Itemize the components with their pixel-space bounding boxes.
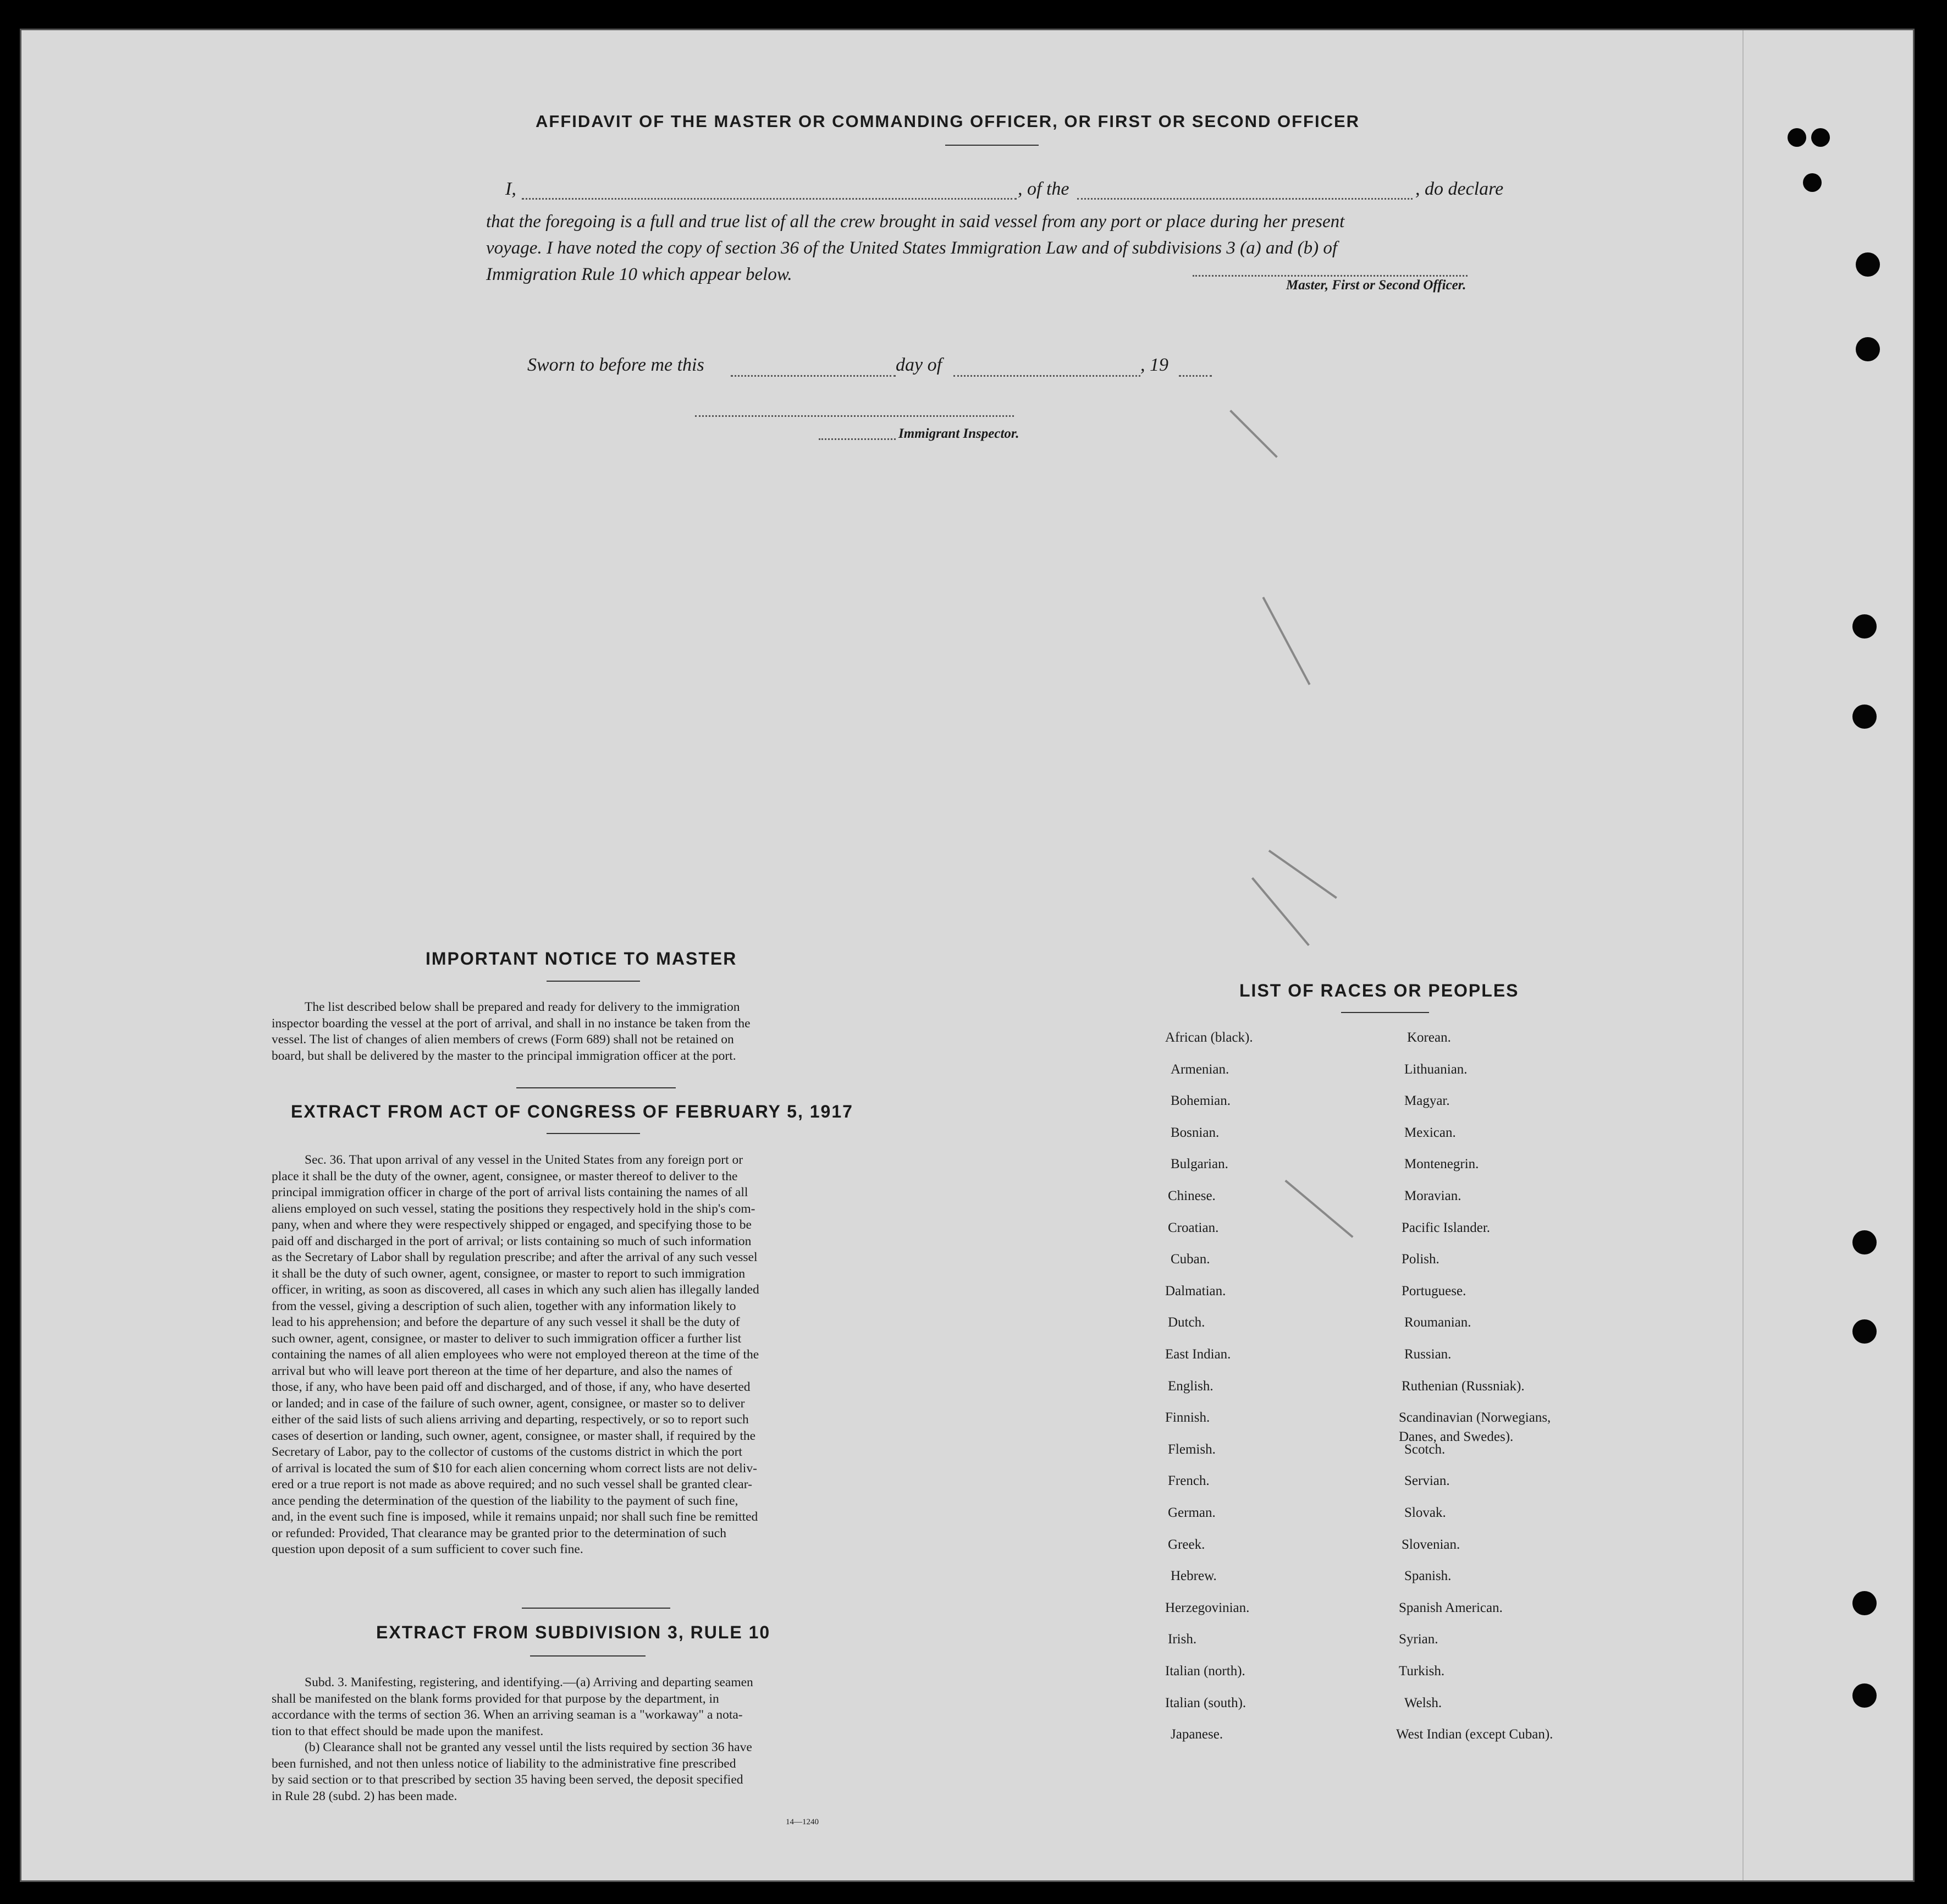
name-blank[interactable]	[522, 198, 1017, 200]
binder-hole	[1852, 1591, 1877, 1615]
binder-hole	[1803, 173, 1822, 192]
race-item: Hebrew.	[1171, 1569, 1217, 1584]
vessel-blank[interactable]	[1077, 198, 1413, 200]
act-line: of arrival is located the sum of $10 for each alien concerning whom correct lists are not deliv-	[272, 1461, 757, 1476]
signature-caption: Master, First or Second Officer.	[1286, 278, 1466, 293]
affidavit-line-3: voyage. I have noted the copy of section 36 of the United States Immigration Law and of subdivisions 3 (a) and (b) of	[486, 238, 1338, 258]
inspector-caption: Immigrant Inspector.	[898, 426, 1019, 441]
race-item: English.	[1168, 1378, 1214, 1394]
act-line: ance pending the determination of the question of the liability to the payment of such fine,	[272, 1493, 738, 1508]
act-title: EXTRACT FROM ACT OF CONGRESS OF FEBRUARY 5, 1917	[291, 1102, 853, 1121]
race-item: Mexican.	[1404, 1125, 1456, 1140]
race-item: French.	[1168, 1473, 1210, 1489]
race-item: Montenegrin.	[1404, 1157, 1479, 1172]
rule-body	[272, 1675, 907, 1804]
binder-hole	[1856, 337, 1880, 361]
act-line: those, if any, who have been paid off and discharged, and of those, if any, who have deserted	[272, 1380, 751, 1394]
race-item: Polish.	[1402, 1252, 1439, 1267]
act-line: containing the names of all alien employees who were not employed thereon at the time of the	[272, 1347, 759, 1362]
notice-body	[272, 999, 907, 1064]
act-line: lead to his apprehension; and before the departure of any such vessel it shall be the duty of	[272, 1315, 740, 1329]
race-item: Flemish.	[1168, 1441, 1216, 1457]
race-item: East Indian.	[1165, 1347, 1231, 1362]
act-line: ered or a true report is not made as above required; and no such vessel shall be granted clear-	[272, 1477, 752, 1492]
race-item: Pacific Islander.	[1402, 1220, 1491, 1235]
race-item: Bosnian.	[1171, 1125, 1220, 1140]
form-number: 14—1240	[786, 1818, 819, 1826]
affidavit-i-label: I,	[505, 179, 516, 199]
binder-hole	[1852, 705, 1877, 729]
race-item: Slovenian.	[1402, 1537, 1460, 1552]
affidavit-do-declare-label: , do declare	[1415, 179, 1504, 199]
binder-hole	[1852, 1683, 1877, 1708]
races-title-rule	[1341, 1012, 1429, 1013]
sworn-month-blank[interactable]	[953, 375, 1140, 377]
pencil-mark	[1262, 597, 1310, 685]
notice-title-rule	[547, 981, 640, 982]
affidavit-title-rule	[945, 145, 1039, 146]
act-title-rule	[547, 1133, 640, 1134]
race-item-scandinavian-cont: Danes, and Swedes).	[1399, 1429, 1514, 1444]
notice-line: vessel. The list of changes of alien members of crews (Form 689) shall not be retained on	[272, 1032, 734, 1047]
race-item: Italian (north).	[1165, 1664, 1245, 1679]
race-item: Lithuanian.	[1404, 1061, 1468, 1077]
rule-title: EXTRACT FROM SUBDIVISION 3, RULE 10	[376, 1622, 771, 1642]
sworn-day-blank[interactable]	[731, 375, 896, 377]
race-item: Italian (south).	[1165, 1695, 1246, 1710]
notice-title: IMPORTANT NOTICE TO MASTER	[426, 949, 737, 968]
race-item: Spanish American.	[1399, 1600, 1503, 1615]
race-item: Dalmatian.	[1165, 1283, 1226, 1298]
act-line: aliens employed on such vessel, stating the positions they respectively hold in the ship's com-	[272, 1201, 755, 1216]
day-of-label: day of	[896, 355, 942, 375]
race-item: Bohemian.	[1171, 1093, 1231, 1109]
race-item: Russian.	[1404, 1347, 1452, 1362]
affidavit-of-the-label: , of the	[1018, 179, 1069, 199]
race-item: Slovak.	[1404, 1505, 1446, 1520]
act-line: from the vessel, giving a description of such alien, together with any information likely to	[272, 1298, 736, 1313]
pencil-mark	[1229, 410, 1278, 458]
act-body	[272, 1152, 907, 1558]
act-line: paid off and discharged in the port of arrival; or lists containing so much of such information	[272, 1234, 752, 1248]
notice-separator	[516, 1087, 676, 1088]
affidavit-line-2: that the foregoing is a full and true list of all the crew brought in said vessel from any port or place during her present	[486, 212, 1345, 232]
race-item: Moravian.	[1404, 1188, 1461, 1203]
race-item: Herzegovinian.	[1165, 1600, 1250, 1615]
rule-line: been furnished, and not then unless notice of liability to the administrative fine prescribed	[272, 1756, 736, 1771]
binder-hole	[1852, 1230, 1877, 1254]
race-item: Portuguese.	[1402, 1283, 1466, 1298]
race-item: Scotch.	[1404, 1441, 1446, 1457]
binder-hole	[1852, 614, 1877, 639]
act-line: it shall be the duty of such owner, agent, consignee, or master to report to such immigration	[272, 1266, 746, 1281]
rule-line: in Rule 28 (subd. 2) has been made.	[272, 1789, 457, 1803]
act-line: principal immigration officer in charge of the port of arrival lists containing the names of all	[272, 1185, 748, 1199]
races-title: LIST OF RACES OR PEOPLES	[1239, 981, 1519, 1000]
race-item: Greek.	[1168, 1537, 1205, 1552]
race-item: Korean.	[1407, 1030, 1451, 1045]
race-item: Armenian.	[1171, 1061, 1229, 1077]
act-line: Secretary of Labor, pay to the collector of customs of the customs district in which the port	[272, 1445, 742, 1459]
race-item: Irish.	[1168, 1632, 1197, 1647]
act-line: as the Secretary of Labor shall by regulation prescribe; and after the arrival of any such vessel	[272, 1250, 758, 1264]
signature-blank[interactable]	[1193, 275, 1468, 277]
race-item: Dutch.	[1168, 1315, 1205, 1330]
race-item: Scandinavian (Norwegians,	[1399, 1410, 1551, 1426]
act-line: either of the said lists of such aliens arriving and departing, respectively, or so to report such	[272, 1412, 749, 1427]
act-line: or landed; and in case of the failure of such owner, agent, consignee, or master so to deliver	[272, 1396, 745, 1411]
notice-line: board, but shall be delivered by the master to the principal immigration officer at the port.	[272, 1048, 736, 1063]
act-line: question upon deposit of a sum sufficient to cover such fine.	[272, 1542, 583, 1556]
act-line: or refunded: Provided, That clearance may be granted prior to the determination of such	[272, 1526, 726, 1540]
race-item: Japanese.	[1171, 1727, 1223, 1742]
race-item: Croatian.	[1168, 1220, 1219, 1235]
act-line: arrival but who will leave port thereon at the time of her departure, and also the names of	[272, 1363, 732, 1378]
inspector-blank-2[interactable]	[819, 438, 896, 440]
race-item: Ruthenian (Russniak).	[1402, 1378, 1525, 1394]
act-line: Sec. 36. That upon arrival of any vessel in the United States from any foreign port or	[305, 1153, 743, 1167]
race-item: German.	[1168, 1505, 1216, 1520]
notice-line: inspector boarding the vessel at the port of arrival, and shall in no instance be taken from the	[272, 1016, 751, 1031]
page-crease	[1742, 30, 1744, 1882]
act-line: officer, in writing, as soon as discovered, all cases in which any such alien has illegally landed	[272, 1283, 759, 1297]
rule-line: Subd. 3. Manifesting, registering, and identifying.—(a) Arriving and departing seamen	[305, 1675, 753, 1690]
race-item: Finnish.	[1165, 1410, 1210, 1426]
affidavit-title: AFFIDAVIT OF THE MASTER OR COMMANDING OFFICER, OR FIRST OR SECOND OFFICER	[536, 112, 1360, 131]
rule-line: (b) Clearance shall not be granted any vessel until the lists required by section 36 have	[305, 1740, 752, 1754]
act-line: cases of desertion or landing, such owner, agent, consignee, or master shall, if required by the	[272, 1428, 756, 1443]
sworn-label: Sworn to before me this	[527, 355, 704, 375]
act-line: pany, when and where they were respectively shipped or engaged, and specifying those to be	[272, 1218, 752, 1232]
document-page	[20, 29, 1915, 1882]
binder-hole	[1852, 1319, 1877, 1344]
rule-title-rule	[530, 1655, 646, 1657]
notice-line: The list described below shall be prepared and ready for delivery to the immigration	[305, 1000, 740, 1014]
act-line: place it shall be the duty of the owner, agent, consignee, or master thereof to deliver to the	[272, 1169, 738, 1184]
race-item: Syrian.	[1399, 1632, 1438, 1647]
race-item: Chinese.	[1168, 1188, 1216, 1203]
race-item: Spanish.	[1404, 1569, 1452, 1584]
race-item: Bulgarian.	[1171, 1157, 1228, 1172]
binder-hole	[1811, 128, 1830, 147]
binder-hole	[1788, 128, 1806, 147]
affidavit-line-4: Immigration Rule 10 which appear below.	[486, 265, 792, 284]
race-item: Welsh.	[1404, 1695, 1442, 1710]
race-item: Magyar.	[1404, 1093, 1450, 1109]
binder-hole	[1856, 252, 1880, 277]
year-label: , 19	[1140, 355, 1168, 375]
rule-line: shall be manifested on the blank forms provided for that purpose by the department, in	[272, 1691, 719, 1706]
act-separator	[522, 1608, 670, 1609]
act-line: and, in the event such fine is imposed, while it remains unpaid; nor shall such fine be remitted	[272, 1510, 758, 1524]
pencil-mark	[1251, 877, 1310, 946]
race-item: West Indian (except Cuban).	[1396, 1727, 1553, 1742]
act-line: such owner, agent, consignee, or master to deliver to such immigration officer a further list	[272, 1331, 742, 1346]
pencil-mark	[1268, 850, 1337, 899]
pencil-mark	[1284, 1180, 1353, 1238]
rule-line: accordance with the terms of section 36. When an arriving seaman is a "workaway" a nota-	[272, 1708, 743, 1722]
race-item: Turkish.	[1399, 1664, 1445, 1679]
inspector-blank[interactable]	[695, 415, 1014, 417]
race-item: Cuban.	[1171, 1252, 1210, 1267]
sworn-year-blank[interactable]	[1179, 375, 1212, 377]
race-item: Servian.	[1404, 1473, 1450, 1489]
race-item: African (black).	[1165, 1030, 1253, 1045]
rule-line: tion to that effect should be made upon the manifest.	[272, 1724, 544, 1738]
race-item: Roumanian.	[1404, 1315, 1471, 1330]
rule-line: by said section or to that prescribed by section 35 having been served, the deposit specified	[272, 1773, 743, 1787]
